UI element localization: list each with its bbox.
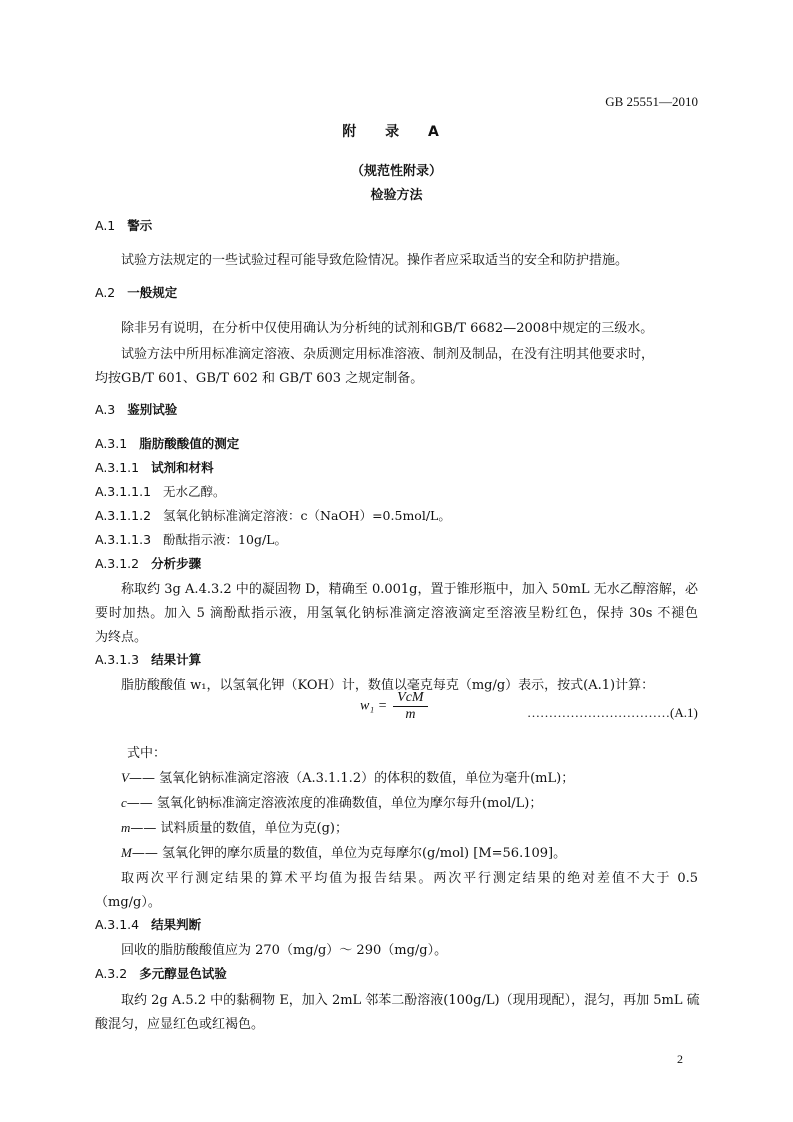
reagent-item — [95, 482, 226, 500]
result-line-2: （mg/g）。 — [95, 895, 161, 910]
variable-symbol: M — [121, 845, 132, 860]
heading-text: 结果判断 — [151, 917, 202, 932]
item-number: A.3.1.1.3 — [95, 532, 152, 547]
heading-number: A.3.1.3 — [95, 652, 140, 667]
variable-definition — [121, 792, 542, 811]
heading-a31 — [95, 434, 239, 452]
item-number: A.3.1.1.2 — [95, 508, 152, 523]
appendix-title: 附 录 A — [342, 124, 451, 140]
heading-a3 — [95, 400, 177, 418]
calculation-intro: 脂肪酸酸值 w₁，以氢氧化钾（KOH）计，数值以毫克每克（mg/g）表示，按式(A.1)计算： — [121, 678, 655, 693]
heading-text: 脂肪酸酸值的测定 — [139, 436, 240, 451]
formula-fraction — [393, 690, 427, 723]
reagent-item — [95, 530, 287, 548]
variable-symbol: c — [121, 795, 127, 810]
heading-text: 分析步骤 — [151, 556, 202, 571]
variable-description: —— 氢氧化钾的摩尔质量的数值，单位为克每摩尔(g/mol) [M=56.109]。 — [131, 846, 567, 861]
heading-text: 警示 — [127, 218, 153, 233]
heading-a32 — [95, 964, 227, 982]
heading-text: 结果计算 — [151, 652, 202, 667]
formula-a1 — [360, 690, 428, 723]
heading-a2 — [95, 283, 177, 301]
heading-number: A.3.2 — [95, 966, 128, 981]
paragraph-warning: 试验方法规定的一些试验过程可能导致危险情况。操作者应采取适当的安全和防护措施。 — [121, 253, 629, 268]
heading-number: A.3.1.1 — [95, 460, 140, 475]
item-number: A.3.1.1.1 — [95, 484, 152, 499]
variable-symbol: V — [121, 770, 129, 785]
formula-lhs: w₁ = — [360, 698, 388, 714]
variable-description: —— 试料质量的数值，单位为克(g)； — [130, 821, 348, 836]
item-text: 氢氧化钠标准滴定溶液：c（NaOH）=0.5mol/L。 — [163, 508, 451, 523]
standard-number: GB 25551—2010 — [605, 94, 698, 109]
polyol-line-1: 取约 2g A.5.2 中的黏稠物 E，加入 2mL 邻苯二酚溶液(100g/L)（现用现配），混匀，再加 5mL 硫 — [121, 993, 700, 1008]
section-title: 检验方法 — [370, 188, 423, 203]
heading-a1 — [95, 216, 152, 234]
formula-denominator: m — [405, 707, 416, 722]
procedure-line-2: 要时加热。加入 5 滴酚酞指示液，用氢氧化钠标准滴定溶液滴定至溶液呈粉红色，保持 30s 不褪色 — [95, 606, 698, 621]
heading-text: 鉴别试验 — [127, 402, 178, 417]
procedure-line-1: 称取约 3g A.4.3.2 中的凝固物 D，精确至 0.001g，置于锥形瓶中，加入 50mL 无水乙醇溶解，必 — [121, 582, 698, 597]
heading-a312 — [95, 554, 201, 572]
heading-number: A.3.1.4 — [95, 917, 140, 932]
variable-definition — [121, 817, 348, 836]
paragraph-general-1: 除非另有说明，在分析中仅使用确认为分析纯的试剂和GB/T 6682—2008中规定的三级水。 — [121, 321, 654, 336]
item-text: 酚酞指示液：10g/L。 — [163, 532, 287, 547]
where-label: 式中： — [127, 746, 167, 761]
heading-number: A.1 — [95, 218, 116, 233]
heading-text: 试剂和材料 — [151, 460, 214, 475]
heading-a314 — [95, 915, 201, 933]
heading-number: A.2 — [95, 285, 116, 300]
heading-a311 — [95, 458, 214, 476]
procedure-line-3: 为终点。 — [95, 630, 148, 645]
formula-numerator: VcM — [393, 690, 427, 707]
judgement-text: 回收的脂肪酸酸值应为 270（mg/g）～ 290（mg/g）。 — [121, 943, 448, 958]
heading-number: A.3 — [95, 402, 116, 417]
variable-description: —— 氢氧化钠标准滴定溶液浓度的准确数值，单位为摩尔每升(mol/L)； — [126, 796, 543, 811]
page-number: 2 — [677, 1052, 683, 1066]
reagent-item — [95, 506, 451, 524]
polyol-line-2: 酸混匀，应显红色或红褐色。 — [95, 1017, 265, 1032]
variable-description: —— 氢氧化钠标准滴定溶液（A.3.1.1.2）的体积的数值，单位为毫升(mL)； — [128, 771, 575, 786]
paragraph-general-2a: 试验方法中所用标准滴定溶液、杂质测定用标准溶液、制剂及制品，在没有注明其他要求时， — [121, 347, 655, 362]
heading-text: 多元醇显色试验 — [139, 966, 227, 981]
heading-a313 — [95, 650, 201, 668]
variable-definition — [121, 842, 566, 861]
result-line-1: 取两次平行测定结果的算术平均值为报告结果。两次平行测定结果的绝对差值不大于 0.5 — [121, 871, 698, 886]
normative-label: （规范性附录） — [350, 164, 442, 179]
paragraph-general-2b: 均按GB/T 601、GB/T 602 和 GB/T 603 之规定制备。 — [95, 371, 424, 386]
heading-number: A.3.1.2 — [95, 556, 140, 571]
heading-number: A.3.1 — [95, 436, 128, 451]
item-text: 无水乙醇。 — [163, 484, 226, 499]
heading-text: 一般规定 — [127, 285, 178, 300]
variable-symbol: m — [121, 820, 131, 835]
equation-number: ……………………………(A.1) — [527, 705, 698, 720]
variable-definition — [121, 767, 574, 786]
